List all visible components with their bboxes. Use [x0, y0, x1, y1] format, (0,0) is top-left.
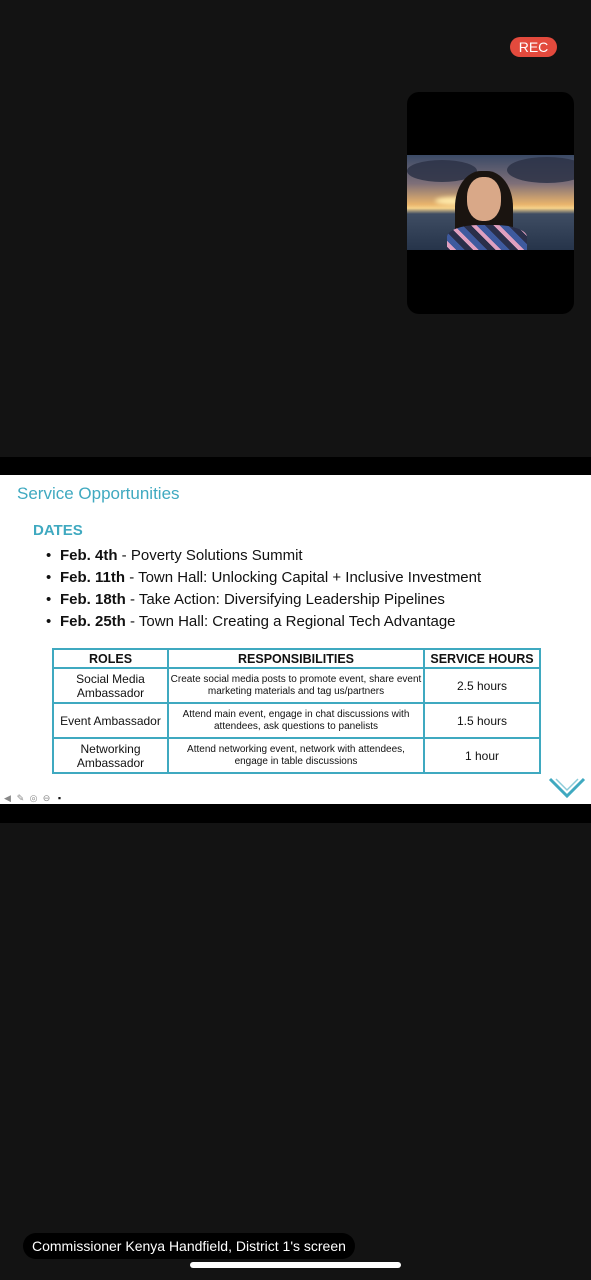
table-row: [53, 738, 540, 773]
dates-list: [46, 545, 481, 633]
table-row: [53, 668, 540, 703]
table-header-row: [53, 649, 540, 668]
role-cell: Event Ambassador: [53, 703, 168, 738]
participant-body: [447, 225, 527, 250]
date-item: • Feb. 4th - Poverty Solutions Summit: [46, 547, 303, 564]
recording-badge: REC: [510, 37, 557, 57]
slide-title: Service Opportunities: [17, 484, 180, 503]
column-header-service-hours: SERVICE HOURS: [424, 649, 540, 668]
date-item: • Feb. 18th - Take Action: Diversifying Leadership Pipelines: [46, 591, 445, 608]
roles-table: [52, 648, 541, 774]
date-label: Feb. 25th: [60, 613, 126, 630]
date-label: Feb. 11th: [60, 569, 126, 586]
home-indicator[interactable]: [190, 1262, 401, 1268]
date-event: - Town Hall: Unlocking Capital + Inclusive Investment: [125, 569, 482, 586]
chevron-down-icon[interactable]: [547, 775, 587, 801]
date-label: Feb. 18th: [60, 591, 126, 608]
table-row: [53, 703, 540, 738]
date-event: - Poverty Solutions Summit: [117, 547, 303, 564]
hours-cell: 1.5 hours: [424, 703, 540, 738]
responsibility-cell: Create social media posts to promote event, share event marketing materials and tag us/partners: [168, 668, 424, 703]
responsibility-cell: Attend networking event, network with attendees, engage in table discussions: [168, 738, 424, 773]
column-header-roles: ROLES: [53, 649, 168, 668]
slide-controls: [2, 793, 65, 803]
participant-video-tile[interactable]: [407, 92, 574, 314]
participant-video-feed: [407, 155, 574, 250]
date-item: • Feb. 25th - Town Hall: Creating a Regional Tech Advantage: [46, 613, 456, 630]
column-header-responsibilities: RESPONSIBILITIES: [168, 649, 424, 668]
role-cell: Networking Ambassador: [53, 738, 168, 773]
role-cell: Social Media Ambassador: [53, 668, 168, 703]
zoom-out-icon[interactable]: ⊖: [42, 793, 51, 803]
cloud-shape: [507, 157, 574, 183]
participant-face: [467, 177, 501, 221]
hours-cell: 2.5 hours: [424, 668, 540, 703]
screen-share-caption: Commissioner Kenya Handfield, District 1's screen: [23, 1233, 355, 1259]
menu-icon[interactable]: ▪: [57, 793, 62, 803]
hours-cell: 1 hour: [424, 738, 540, 773]
date-label: Feb. 4th: [60, 547, 118, 564]
date-event: - Town Hall: Creating a Regional Tech Advantage: [125, 613, 456, 630]
zoom-in-icon[interactable]: ◎: [29, 793, 38, 803]
pen-icon[interactable]: ✎: [16, 793, 25, 803]
date-item: • Feb. 11th - Town Hall: Unlocking Capital + Inclusive Investment: [46, 569, 482, 586]
dates-heading: DATES: [33, 522, 83, 539]
responsibility-cell: Attend main event, engage in chat discussions with attendees, ask questions to panelists: [168, 703, 424, 738]
date-event: - Take Action: Diversifying Leadership Pipelines: [125, 591, 445, 608]
shared-slide[interactable]: [0, 475, 591, 804]
back-arrow-icon[interactable]: ◀: [4, 793, 11, 803]
